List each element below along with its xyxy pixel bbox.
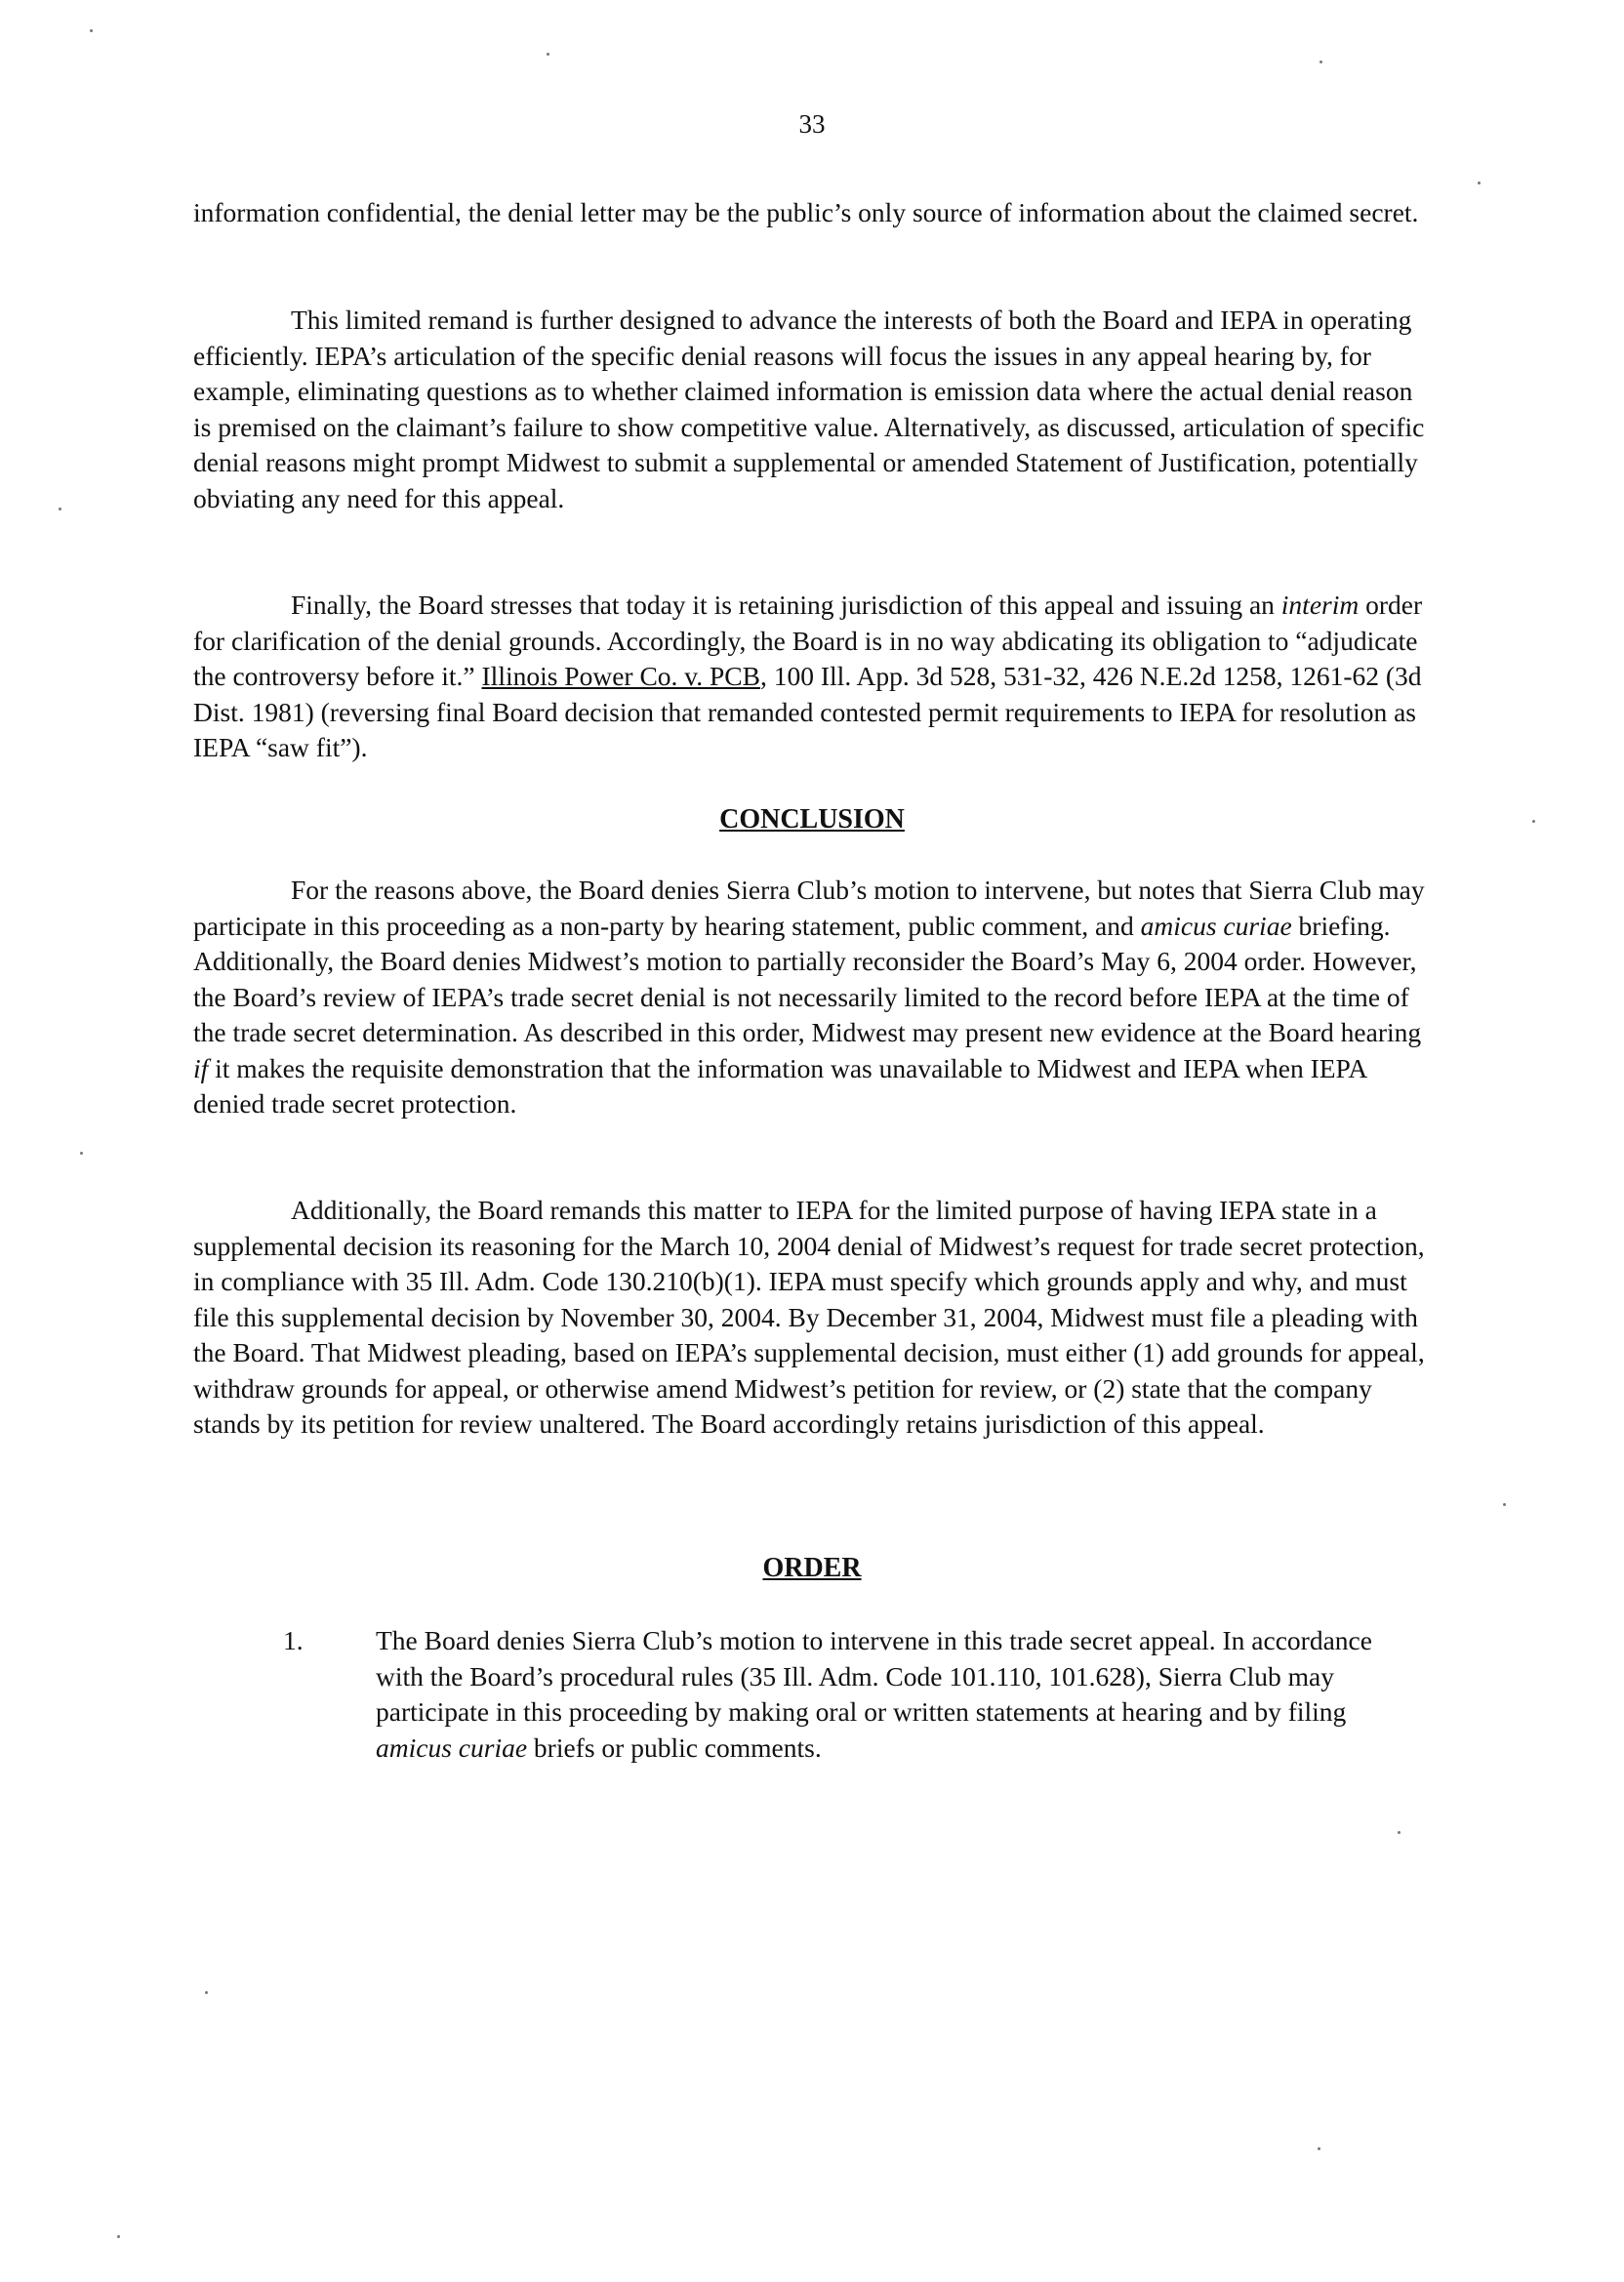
- paragraph-text: Finally, the Board stresses that today it is retaining jurisdiction of this appeal and issuing an: [291, 590, 1281, 620]
- paragraph-remand: Additionally, the Board remands this matter to IEPA for the limited purpose of having IEPA state in a supplemental decision its reasoning for the March 10, 2004 denial of Midwest’s request for trade secret protection, in compliance with 35 Ill. Adm. Code 130.210(b)(1). IEPA must specify which grounds apply and why, and must file this supplemental decision by November 30, 2004. By December 31, 2004, Midwest must file a pleading with the Board. That Midwest pleading, based on IEPA’s supplemental decision, must either (1) add grounds for appeal, withdraw grounds for appeal, or otherwise amend Midwest’s petition for review, or (2) state that the company stands by its petition for review unaltered. The Board accordingly retains jurisdiction of this appeal.: [193, 1195, 1425, 1439]
- scan-speck: [1318, 2147, 1320, 2150]
- order-text-part: The Board denies Sierra Club’s motion to intervene in this trade secret appeal. In accordance with the Board’s procedural rules (35 Ill. Adm. Code 101.110, 101.628), Sierra Club may participate in this proceeding by making oral or written statements at hearing and by filing: [376, 1625, 1372, 1727]
- paragraph-retaining-jurisdiction: [193, 588, 1425, 766]
- scan-speck: [80, 1152, 83, 1155]
- italic-term: if: [193, 1052, 209, 1083]
- paragraph-conclusion: [193, 873, 1425, 1122]
- heading-conclusion: CONCLUSION: [719, 804, 905, 835]
- paragraph-continuation: information confidential, the denial letter may be the public’s only source of information about the claimed secret.: [193, 197, 1419, 227]
- order-item-number: 1.: [283, 1625, 304, 1655]
- paragraph-text: it makes the requisite demonstration that the information was unavailable to Midwest and IEPA when IEPA denied trade secret protection.: [193, 1052, 1366, 1119]
- paragraph-limited-remand: This limited remand is further designed to advance the interests of both the Board and IEPA in operating efficiently. IEPA’s articulation of the specific denial reasons will focus the issues in any appeal hearing by, for example, eliminating questions as to whether claimed information is emission data where the actual denial reason is premised on the claimant’s failure to show competitive value. Alternatively, as discussed, articulation of specific denial reasons might prompt Midwest to submit a supplemental or amended Statement of Justification, potentially obviating any need for this appeal.: [193, 305, 1425, 513]
- italic-term: amicus curiae: [1140, 910, 1292, 941]
- scan-speck: [90, 29, 93, 32]
- scan-speck: [547, 53, 549, 56]
- order-text-part: briefs or public comments.: [527, 1732, 822, 1763]
- paragraph-text: , 100 Ill. App. 3d 528, 531-32, 426 N.E.2d 1258, 1261-62 (3d Dist. 1981) (reversing final Board decision that remanded contested permit requirements to IEPA for resolution as IEPA “saw fit”).: [193, 661, 1422, 762]
- scan-speck: [205, 1991, 208, 1994]
- italic-term: interim: [1280, 590, 1360, 620]
- scan-speck: [59, 508, 61, 510]
- scan-speck: [1532, 820, 1535, 823]
- order-item-text: [376, 1623, 1425, 1766]
- italic-term: amicus curiae: [376, 1732, 528, 1763]
- paragraph-text: For the reasons above, the Board denies Sierra Club’s motion to intervene, but notes that Sierra Club may participate in this proceeding as a non-party by hearing statement, public comment, and: [193, 875, 1425, 941]
- order-item: [283, 1623, 1425, 1766]
- case-citation: Illinois Power Co. v. PCB: [481, 661, 760, 691]
- paragraph-text: briefing. Additionally, the Board denies Midwest’s motion to partially reconsider the Board’s May 6, 2004 order. However, the Board’s review of IEPA’s trade secret denial is not necessarily limited to the record before IEPA at the time of the trade secret determination. As described in this order, Midwest may present new evidence at the Board hearing: [193, 910, 1422, 1047]
- scan-speck: [1320, 61, 1322, 63]
- page-number: 33: [798, 109, 826, 139]
- scan-speck: [117, 2235, 120, 2238]
- paragraph-text: order for clarification of the denial grounds. Accordingly, the Board is in no way abdicating its obligation to “adjudicate the controversy before it.”: [193, 590, 1423, 691]
- heading-order: ORDER: [762, 1553, 862, 1583]
- scan-speck: [1478, 182, 1481, 184]
- scan-speck: [1398, 1831, 1401, 1834]
- scan-speck: [1503, 1503, 1506, 1506]
